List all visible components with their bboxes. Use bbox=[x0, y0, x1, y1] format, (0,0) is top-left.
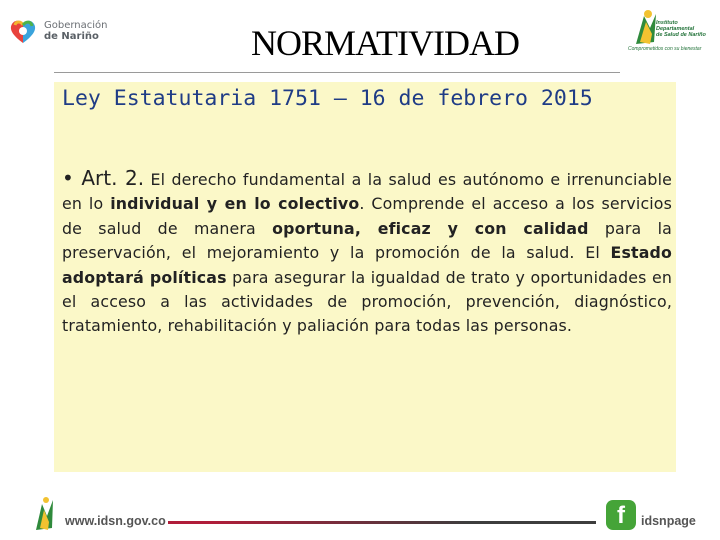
idsn-line-2: Departamental bbox=[656, 26, 695, 32]
article-paragraph bbox=[62, 166, 672, 339]
gobernacion-name bbox=[44, 20, 108, 42]
article-text-4: para asegurar la igualdad de trato y oportunidades en el acceso a las actividades de promoción, prevención, diagnóstico, tratamiento, rehabilitación y paliación para todas las personas. bbox=[62, 267, 673, 336]
facebook-icon[interactable]: f bbox=[606, 500, 636, 530]
page-title: NORMATIVIDAD bbox=[251, 23, 519, 63]
idsn-line-3: de Salud de Nariño bbox=[656, 32, 706, 38]
article-text-1: El derecho fundamental a la salud es autónomo e irrenunciable en lo bbox=[62, 170, 673, 214]
gobernacion-logo bbox=[8, 16, 108, 46]
article-label: • Art. 2. bbox=[62, 166, 145, 190]
heart-logo-icon bbox=[8, 16, 38, 46]
article-bold-1: individual y en lo colectivo bbox=[110, 194, 360, 214]
idsn-line-1: Instituto bbox=[656, 20, 678, 26]
website-link[interactable]: www.idsn.gov.co bbox=[65, 514, 166, 528]
footer-idsn-icon bbox=[32, 494, 62, 534]
footer-divider bbox=[168, 521, 596, 524]
gobernacion-line2: de Nariño bbox=[44, 31, 99, 42]
facebook-handle[interactable]: idsnpage bbox=[641, 514, 696, 528]
article-bold-2: oportuna, eficaz y con calidad bbox=[272, 218, 589, 238]
article-text-3: para la preservación, el mejoramiento y la promoción de la salud. El bbox=[62, 218, 672, 263]
law-heading: Ley Estatutaria 1751 – 16 de febrero 2015 bbox=[62, 86, 593, 111]
gobernacion-line1: Gobernación bbox=[44, 20, 108, 31]
idsn-tagline: Comprometidos con su bienestar bbox=[628, 46, 702, 52]
idsn-logo-text bbox=[656, 20, 706, 38]
article-text-2: . Comprende el acceso a los servicios de salud de manera bbox=[62, 194, 673, 238]
article-bold-3: Estado adoptará políticas bbox=[62, 243, 673, 287]
title-divider bbox=[54, 72, 620, 73]
